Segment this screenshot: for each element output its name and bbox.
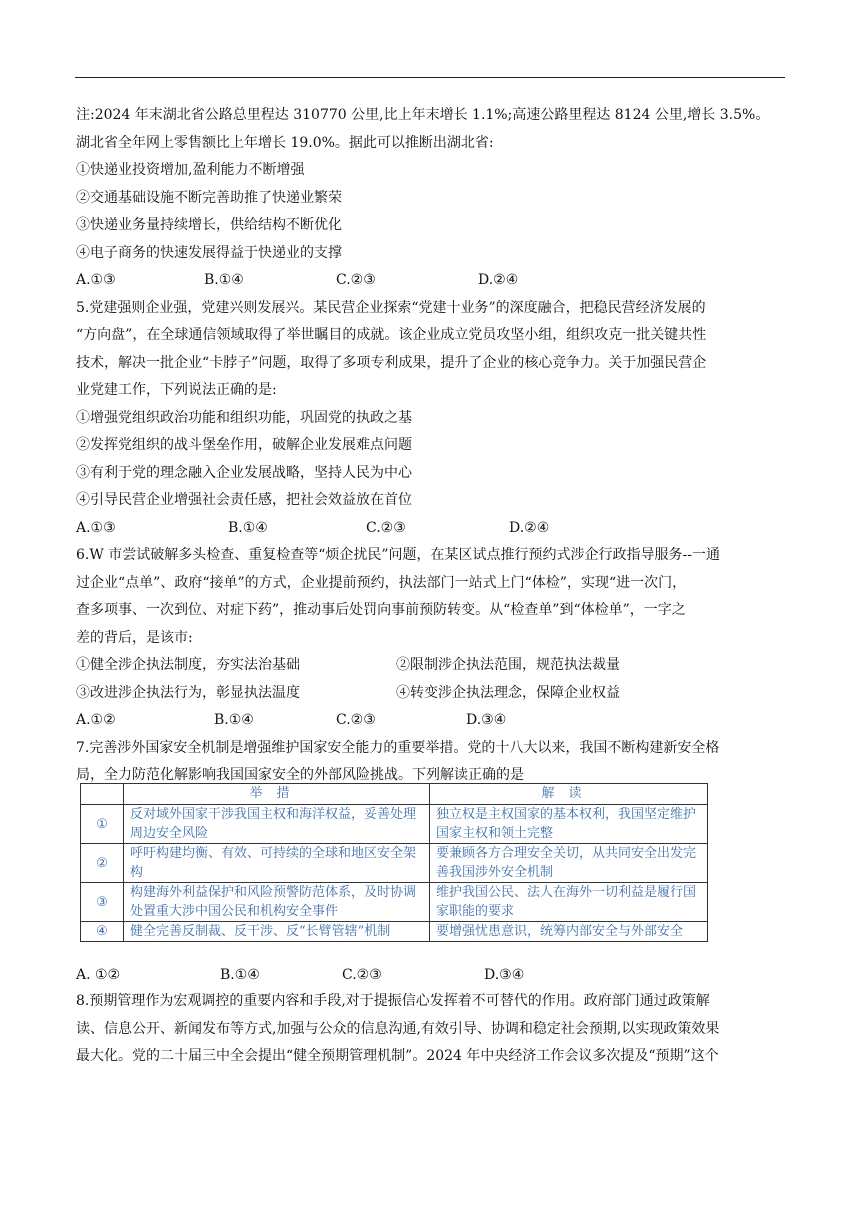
option-d[interactable]: D.③④ — [466, 712, 507, 728]
table-header-measure: 举措 — [124, 784, 430, 805]
option-a[interactable]: A.①② — [76, 712, 116, 728]
row-measure: 构建海外利益保护和风险预警防范体系，及时协调处置重大涉中国公民和机构安全事件 — [124, 883, 430, 922]
option-b[interactable]: B.①④ — [228, 519, 268, 536]
option-c[interactable]: C.②③ — [342, 967, 382, 983]
q5-stem-line: “方向盘”，在全球通信领域取得了举世瞩目的成就。该企业成立党员攻坚小组，组织攻克一批关键共性 — [76, 327, 707, 343]
q6-stem-line: 过企业“点单”、政府“接单”的方式，企业提前预约，执法部门一站式上门“体检”，实现“进一次门， — [76, 574, 687, 591]
option-a[interactable]: A.①③ — [76, 272, 116, 288]
table-header-num — [81, 784, 124, 805]
q5-item: ③有利于党的理念融入企业发展战略，坚持人民为中心 — [76, 464, 412, 481]
row-measure: 反对域外国家干涉我国主权和海洋权益，妥善处理周边安全风险 — [124, 805, 430, 844]
row-number: ① — [81, 805, 124, 844]
q6-stem-line: 查多项事、一次到位、对症下药”，推动事后处罚向事前预防转变。从“检查单”到“体检单”，一字之 — [76, 602, 686, 618]
note-item: ③快递业务量持续增长，供给结构不断优化 — [76, 217, 342, 233]
note-item: ②交通基础设施不断完善助推了快递业繁荣 — [76, 189, 342, 206]
q7-table — [80, 783, 708, 942]
q5-item: ④引导民营企业增强社会责任感，把社会效益放在首位 — [76, 492, 412, 508]
option-b[interactable]: B.①④ — [214, 712, 254, 728]
q6-item: ②限制涉企执法范围，规范执法裁量 — [396, 657, 620, 673]
row-reading: 要兼顾各方合理安全关切，从共同安全出发完善我国涉外安全机制 — [430, 844, 708, 883]
option-b[interactable]: B.①④ — [220, 967, 260, 983]
table-row — [81, 883, 708, 922]
q8-stem-line: 最大化。党的二十届三中全会提出“健全预期管理机制”。2024 年中央经济工作会议多次提及“预期”这个 — [76, 1048, 719, 1064]
row-measure: 呼吁构建均衡、有效、可持续的全球和地区安全架构 — [124, 844, 430, 883]
q5-stem-line: 5.党建强则企业强，党建兴则发展兴。某民营企业探索“党建十业务”的深度融合，把稳民营经济发展的 — [76, 299, 706, 316]
q5-options — [76, 515, 786, 543]
q7-options — [76, 962, 786, 990]
row-measure: 健全完善反制裁、反干涉、反“长臂管辖”机制 — [124, 922, 430, 942]
q6-options — [76, 707, 786, 735]
note-line-2: 湖北省全年网上零售额比上年增长 19.0%。据此可以推断出湖北省: — [76, 134, 494, 151]
q5-item: ②发挥党组织的战斗堡垒作用，破解企业发展难点问题 — [76, 437, 412, 453]
option-c[interactable]: C.②③ — [336, 272, 376, 288]
row-number: ④ — [81, 922, 124, 942]
q8-block — [76, 988, 786, 1071]
q8-stem-line: 8.预期管理作为宏观调控的重要内容和手段,对于提振信心发挥着不可替代的作用。政府部门通过政策解 — [76, 993, 710, 1009]
note-item: ④电子商务的快速发展得益于快递业的支撑 — [76, 244, 342, 261]
table-header-reading: 解读 — [430, 784, 708, 805]
header-rule — [75, 77, 785, 78]
q8-stem-line: 读、信息公开、新闻发布等方式,加强与公众的信息沟通,有效引导、协调和稳定社会预期,以实现政策效果 — [76, 1020, 720, 1037]
q7-stem-line: 7.完善涉外国家安全机制是增强维护国家安全能力的重要举措。党的十八大以来，我国不断构建新安全格 — [76, 739, 720, 756]
q6-stem-line: 6.W 市尝试破解多头检查、重复检查等“烦企扰民”问题，在某区试点推行预约式涉企行政指导服务--一通 — [76, 547, 720, 563]
table-row — [81, 805, 708, 844]
table-row — [81, 922, 708, 942]
option-d[interactable]: D.②④ — [509, 519, 550, 536]
table-header-row — [81, 784, 708, 805]
q7-stem-line: 局，全力防范化解影响我国国家安全的外部风险挑战。下列解读正确的是 — [76, 767, 524, 783]
option-d[interactable]: D.②④ — [478, 272, 519, 288]
question-block-top — [76, 102, 786, 790]
option-d[interactable]: D.③④ — [484, 967, 525, 983]
note-options — [76, 267, 786, 295]
table-row — [81, 844, 708, 883]
q6-item: ④转变涉企执法理念，保障企业权益 — [396, 684, 620, 701]
q5-stem-line: 业党建工作，下列说法正确的是: — [76, 382, 277, 398]
q6-items-row — [76, 680, 786, 708]
option-c[interactable]: C.②③ — [366, 519, 406, 536]
note-item: ①快递业投资增加,盈利能力不断增强 — [76, 162, 305, 178]
option-a[interactable]: A.①③ — [76, 519, 116, 536]
note-line-1: 注:2024 年末湖北省公路总里程达 310770 公里,比上年末增长 1.1%;高速公路里程达 8124 公里,增长 3.5%。 — [76, 107, 770, 123]
row-number: ③ — [81, 883, 124, 922]
option-c[interactable]: C.②③ — [336, 712, 376, 728]
row-number: ② — [81, 844, 124, 883]
q5-item: ①增强党组织政治功能和组织功能，巩固党的执政之基 — [76, 409, 412, 426]
q5-stem-line: 技术，解决一批企业“卡脖子”问题，取得了多项专利成果，提升了企业的核心竞争力。关于加强民营企 — [76, 354, 707, 371]
q6-item: ①健全涉企执法制度，夯实法治基础 — [76, 657, 300, 673]
row-reading: 独立权是主权国家的基本权利，我国坚定维护国家主权和领土完整 — [430, 805, 708, 844]
row-reading: 要增强忧患意识，统筹内部安全与外部安全 — [430, 922, 708, 942]
q6-items-row — [76, 652, 786, 680]
q6-stem-line: 差的背后，是该市: — [76, 629, 193, 646]
q6-item: ③改进涉企执法行为，彰显执法温度 — [76, 684, 300, 701]
option-b[interactable]: B.①④ — [204, 272, 244, 288]
option-a[interactable]: A. ①② — [76, 967, 121, 983]
row-reading: 维护我国公民、法人在海外一切利益是履行国家职能的要求 — [430, 883, 708, 922]
